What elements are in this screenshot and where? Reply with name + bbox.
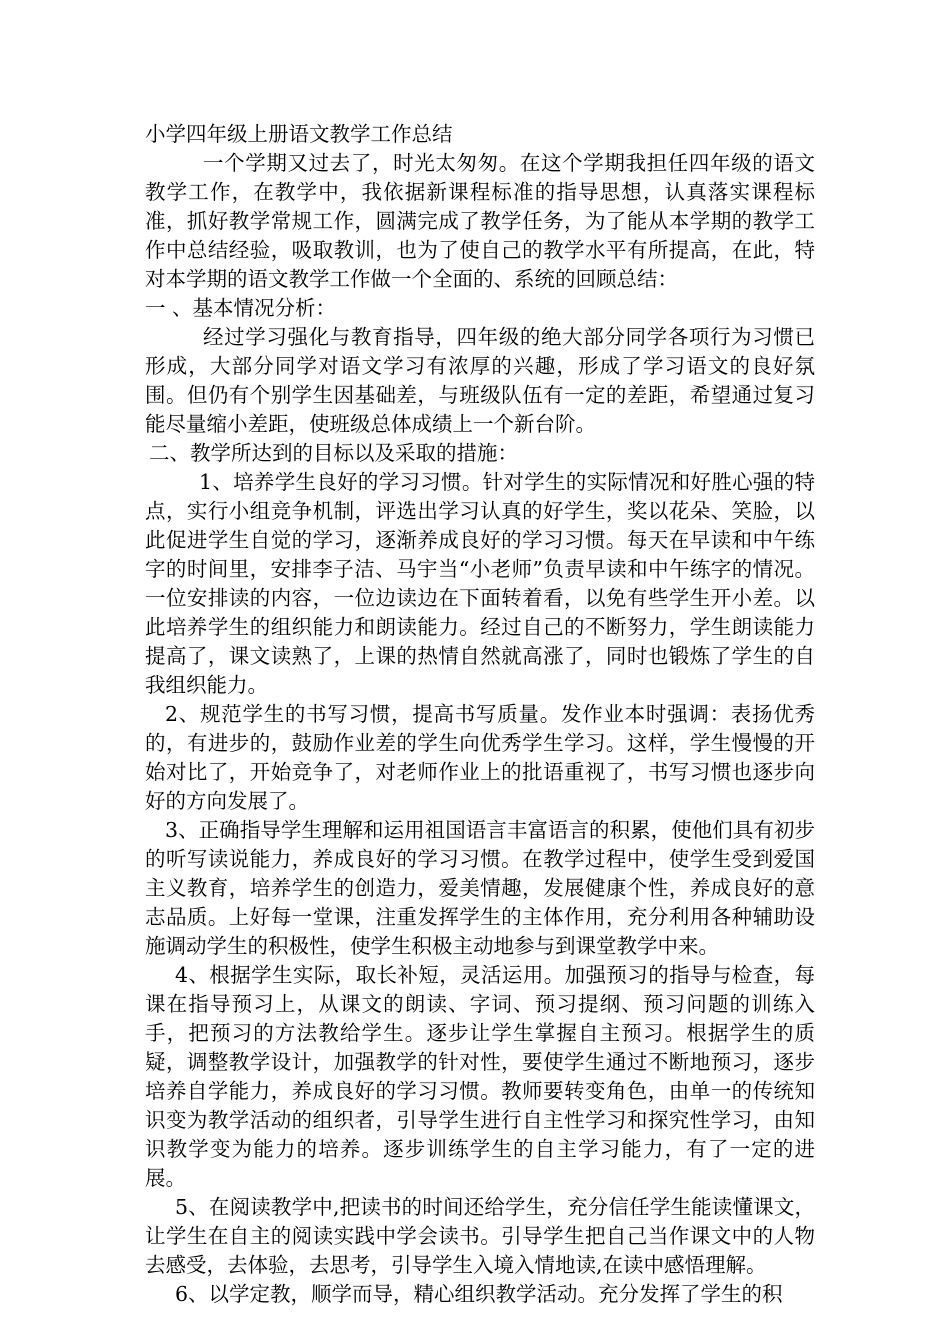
item-1-paragraph: 1、培养学生良好的学习习惯。针对学生的实际情况和好胜心强的特点，实行小组竞争机制，评选出学习认真的好学生，奖以花朵、笑脸，以此促进学生自觉的学习，逐渐养成良好的学习习惯。每天在早读和中午练字的时间里，安排李子洁、马宇当“小老师”负责早读和中午练字的情况。一位安排读的内容，一位边读边在下面转着看，以免有些学生开小差。以此培养学生的组织能力和朗读能力。经过自己的不断努力，学生朗读能力提高了，课文读熟了，上课的热情自然就高涨了，同时也锻炼了学生的自我组织能力。 [145,470,815,697]
section-2-heading: 二、教学所达到的目标以及采取的措施： [149,441,518,465]
item-3-paragraph: 3、正确指导学生理解和运用祖国语言丰富语言的积累，使他们具有初步的听写读说能力，养成良好的学习习惯。在教学过程中，使学生受到爱国主义教育，培养学生的创造力，爱美情趣，发展健康个性，养成良好的意志品质。上好每一堂课，注重发挥学生的主体作用，充分利用各种辅助设施调动学生的积极性，使学生积极主动地参与到课堂教学中来。 [145,818,815,958]
intro-paragraph: 一个学期又过去了，时光太匆匆。在这个学期我担任四年级的语文教学工作，在教学中，我依据新课程标准的指导思想，认真落实课程标准，抓好教学常规工作，圆满完成了教学任务，为了能从本学期的教学工作中总结经验，吸取教训，也为了使自己的教学水平有所提高，在此，特对本学期的语文教学工作做一个全面的、系统的回顾总结： [145,151,815,291]
item-5-paragraph: 5、在阅读教学中,把读书的时间还给学生，充分信任学生能读懂课文，让学生在自主的阅读实践中学会读书。引导学生把自己当作课文中的人物去感受，去体验，去思考，引导学生入境入情地读,在读中感悟理解。 [145,1195,815,1277]
item-4-paragraph: 4、根据学生实际，取长补短，灵活运用。加强预习的指导与检查，每课在指导预习上，从课文的朗读、字词、预习提纲、预习问题的训练入手，把预习的方法教给学生。逐步让学生掌握自主预习。根据学生的质疑，调整教学设计，加强教学的针对性，要使学生通过不断地预习，逐步培养自学能力，养成良好的学习习惯。教师要转变角色，由单一的传统知识变为教学活动的组织者，引导学生进行自主性学习和探究性学习，由知识教学变为能力的培养。逐步训练学生的自主学习能力，有了一定的进展。 [145,963,815,1190]
document-body [145,120,815,1309]
section-1-paragraph: 经过学习强化与教育指导，四年级的绝大部分同学各项行为习惯已形成，大部分同学对语文学习有浓厚的兴趣，形成了学习语文的良好氛围。但仍有个别学生因基础差，与班级队伍有一定的差距，希望通过复习能尽量缩小差距，使班级总体成绩上一个新台阶。 [145,325,815,436]
section-1-heading: 一 、基本情况分析： [145,296,337,320]
document-title: 小学四年级上册语文教学工作总结 [145,122,453,146]
item-6-paragraph: 6、以学定教，顺学而导，精心组织教学活动。充分发挥了学生的积 [175,1282,783,1306]
item-2-paragraph: 2、规范学生的书写习惯，提高书写质量。发作业本时强调：表扬优秀的，有进步的，鼓励作业差的学生向优秀学生学习。这样，学生慢慢的开始对比了，开始竞争了，对老师作业上的批语重视了，书写习惯也逐步向好的方向发展了。 [145,702,815,813]
